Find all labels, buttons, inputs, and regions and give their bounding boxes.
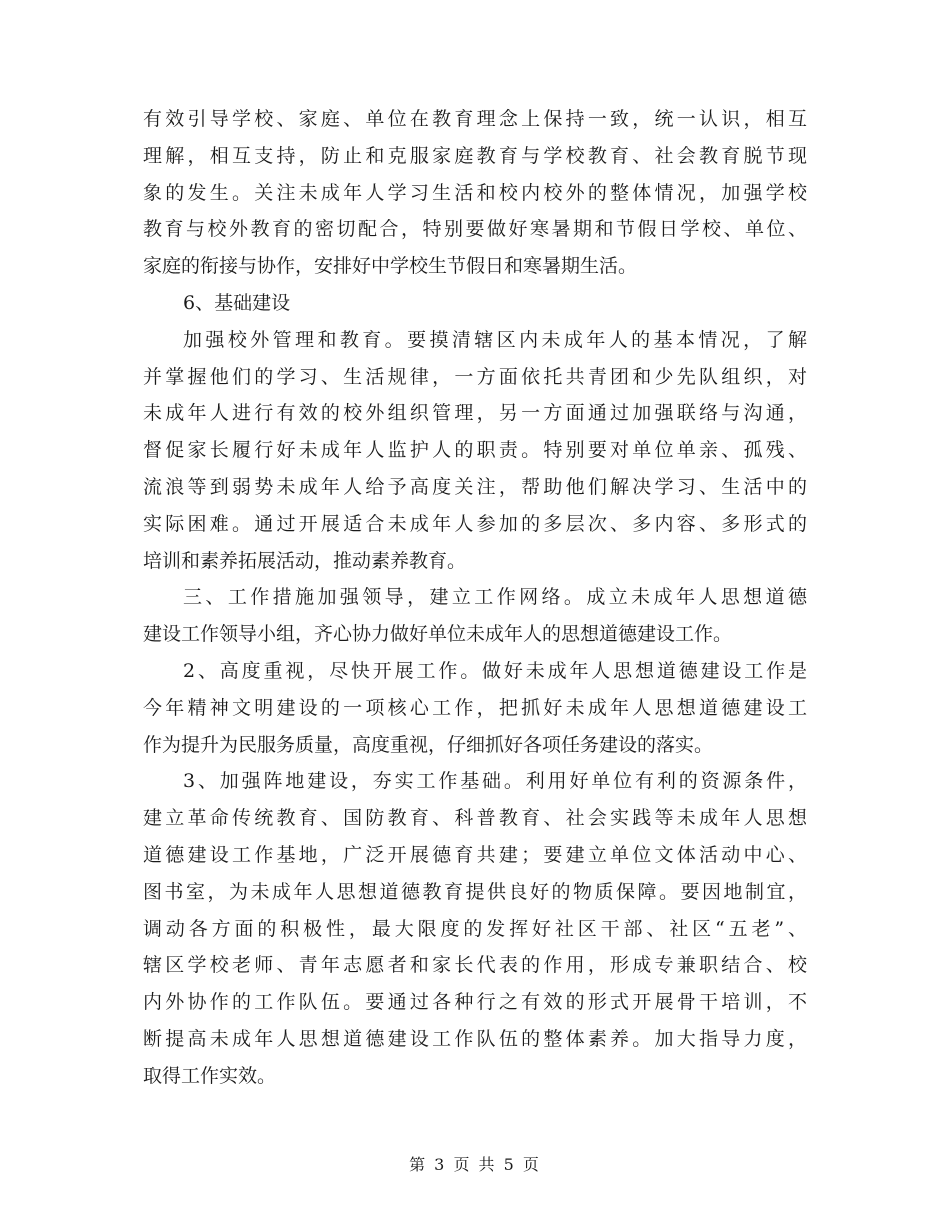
- text-line: 作为提升为民服务质量，高度重视，仔细抓好各项任务建设的落实。: [143, 733, 714, 756]
- text-line: 道德建设工作基地，广泛开展德育共建；要建立单位文体活动中心、: [143, 843, 807, 866]
- paragraph: [143, 579, 807, 653]
- text-line: 断提高未成年人思想道德建设工作队伍的整体素养。加大指导力度，: [143, 1027, 807, 1050]
- text-line: 督促家长履行好未成年人监护人的职责。特别要对单位单亲、孤残、: [143, 439, 807, 462]
- text-line: 家庭的衔接与协作，安排好中学校生节假日和寒暑期生活。: [143, 255, 638, 278]
- text-line: 未成年人进行有效的校外组织管理，另一方面通过加强联络与沟通，: [143, 402, 807, 425]
- text-line: 建设工作领导小组，齐心协力做好单位未成年人的思想道德建设工作。: [143, 623, 733, 646]
- text-line: 今年精神文明建设的一项核心工作，把抓好未成年人思想道德建设工: [143, 696, 807, 719]
- text-line: 培训和素养拓展活动，推动素养教育。: [143, 549, 467, 572]
- paragraph: [143, 101, 807, 285]
- text-line: 理解，相互支持，防止和克服家庭教育与学校教育、社会教育脱节现: [143, 144, 807, 167]
- text-line: 调动各方面的积极性，最大限度的发挥好社区干部、社区“五老”、: [143, 917, 807, 940]
- text-line: 辖区学校老师、青年志愿者和家长代表的作用，形成专兼职结合、校: [143, 954, 807, 977]
- text-line: 取得工作实效。: [143, 1064, 277, 1087]
- text-line: 建立革命传统教育、国防教育、科普教育、社会实践等未成年人思想: [143, 807, 807, 830]
- text-line: 3、加强阵地建设，夯实工作基础。利用好单位有利的资源条件，: [183, 770, 807, 793]
- paragraph: [143, 763, 807, 1094]
- paragraph: [143, 322, 807, 580]
- text-line: 有效引导学校、家庭、单位在教育理念上保持一致，统一认识，相互: [143, 108, 807, 130]
- paragraph: [143, 285, 807, 322]
- text-line: 象的发生。关注未成年人学习生活和校内校外的整体情况，加强学校: [143, 181, 807, 204]
- text-line: 流浪等到弱势未成年人给予高度关注，帮助他们解决学习、生活中的: [143, 475, 807, 498]
- text-line: 实际困难。通过开展适合未成年人参加的多层次、多内容、多形式的: [143, 512, 807, 535]
- paragraph: [143, 653, 807, 763]
- page-footer: 第 3 页 共 5 页: [409, 1155, 541, 1174]
- text-line: 内外协作的工作队伍。要通过各种行之有效的形式开展骨干培训，不: [143, 991, 807, 1014]
- text-line: 2、高度重视，尽快开展工作。做好未成年人思想道德建设工作是: [183, 659, 807, 682]
- text-line: 6、基础建设: [183, 291, 291, 314]
- text-line: 并掌握他们的学习、生活规律，一方面依托共青团和少先队组织，对: [143, 365, 807, 388]
- document-body: [143, 101, 807, 1095]
- text-line: 三、工作措施加强领导，建立工作网络。成立未成年人思想道德: [183, 586, 807, 609]
- text-line: 图书室，为未成年人思想道德教育提供良好的物质保障。要因地制宜，: [143, 880, 807, 903]
- text-line: 加强校外管理和教育。要摸清辖区内未成年人的基本情况，了解: [183, 328, 807, 351]
- text-line: 教育与校外教育的密切配合，特别要做好寒暑期和节假日学校、单位、: [143, 218, 807, 241]
